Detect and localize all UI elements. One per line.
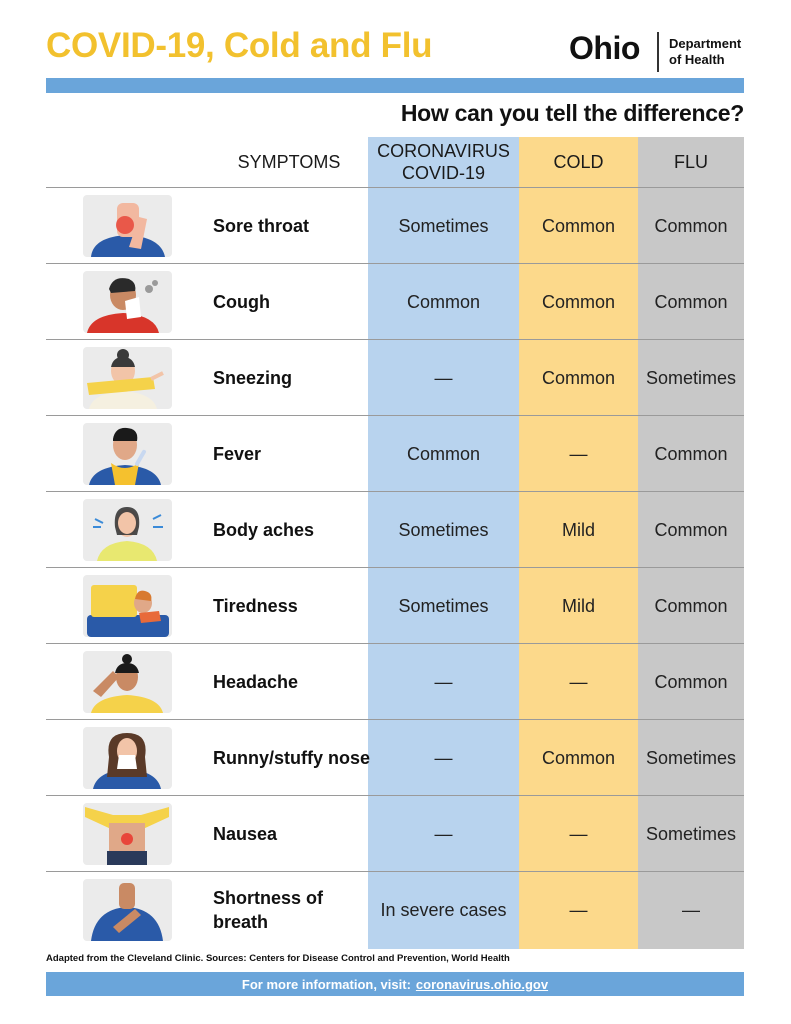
department-line-2: of Health	[669, 52, 725, 67]
body-aches-icon	[83, 499, 172, 561]
covid-header	[368, 137, 519, 187]
table-row	[46, 643, 744, 719]
symptom-name: Sore throat	[213, 216, 310, 236]
cough-icon	[83, 271, 172, 333]
table-row	[46, 491, 744, 567]
symptom-name: Nausea	[213, 824, 278, 844]
covid-value: —	[434, 671, 453, 692]
flu-value: Sometimes	[645, 367, 737, 388]
nausea-icon	[83, 803, 172, 865]
covid-value: Common	[406, 443, 481, 464]
cold-value: Mild	[561, 519, 595, 540]
covid-value: In severe cases	[380, 899, 507, 920]
info-footer-bar	[46, 972, 744, 996]
table-row	[46, 339, 744, 415]
covid-value: Sometimes	[398, 215, 489, 236]
cold-value: —	[569, 899, 588, 920]
cold-value: —	[569, 671, 588, 692]
tiredness-icon	[83, 575, 172, 637]
fever-icon	[83, 423, 172, 485]
covid-value: —	[434, 747, 453, 768]
top-divider-bar	[46, 78, 744, 93]
website-link[interactable]: coronavirus.ohio.gov	[415, 976, 549, 992]
flu-value: Sometimes	[645, 823, 737, 844]
symptom-name: Fever	[213, 444, 262, 464]
symptom-name: Cough	[213, 292, 270, 312]
headache-icon	[83, 651, 172, 713]
sneezing-icon	[83, 347, 172, 409]
covid-header-line-1: CORONAVIRUS	[377, 141, 510, 161]
flu-value: Common	[654, 291, 728, 312]
covid-value: Sometimes	[398, 519, 489, 540]
cold-value: —	[569, 823, 588, 844]
flu-value: Common	[654, 671, 728, 692]
ohio-logo: Ohio	[569, 30, 640, 66]
table-row	[46, 567, 744, 643]
cold-header: COLD	[553, 152, 604, 172]
page-title: COVID-19, Cold and Flu	[46, 26, 433, 65]
cold-value: Common	[541, 291, 616, 312]
department-of-health-label	[669, 36, 741, 68]
shortness-of-breath-icon	[83, 879, 172, 941]
logo-divider	[657, 32, 659, 72]
table-row	[46, 187, 744, 263]
symptoms-header: SYMPTOMS	[237, 152, 341, 172]
sources-footnote: Adapted from the Cleveland Clinic. Sources: Centers for Disease Control and Prevention, World Health	[46, 953, 510, 964]
symptom-name: Tiredness	[213, 596, 298, 616]
covid-value: —	[434, 367, 453, 388]
covid-value: —	[434, 823, 453, 844]
cold-value: Common	[541, 747, 616, 768]
cold-value: Common	[541, 215, 616, 236]
flu-value: Sometimes	[645, 747, 737, 768]
symptom-name: Headache	[213, 672, 299, 692]
cold-value: —	[569, 443, 588, 464]
symptom-name: Sneezing	[213, 368, 293, 388]
covid-value: Sometimes	[398, 595, 489, 616]
sore-throat-icon	[83, 195, 172, 257]
symptom-name: Shortness of breath	[213, 888, 324, 932]
flu-value: Common	[654, 519, 728, 540]
covid-header-line-2: COVID-19	[401, 163, 486, 183]
table-row	[46, 719, 744, 795]
table-row	[46, 871, 744, 947]
flu-value: Common	[654, 443, 728, 464]
symptom-name: Runny/stuffy nose	[213, 748, 371, 768]
flu-value: Common	[654, 595, 728, 616]
table-row	[46, 415, 744, 491]
info-text: For more information, visit:	[241, 976, 411, 992]
symptom-name: Body aches	[213, 520, 315, 540]
department-line-1: Department	[669, 36, 742, 51]
runny-nose-icon	[83, 727, 172, 789]
page-subtitle: How can you tell the difference?	[400, 100, 744, 126]
table-row	[46, 795, 744, 871]
cold-value: Common	[541, 367, 616, 388]
flu-value: Common	[654, 215, 728, 236]
cold-value: Mild	[561, 595, 595, 616]
table-row	[46, 263, 744, 339]
flu-header: FLU	[673, 152, 708, 172]
covid-value: Common	[406, 291, 481, 312]
flu-value: —	[682, 899, 700, 920]
